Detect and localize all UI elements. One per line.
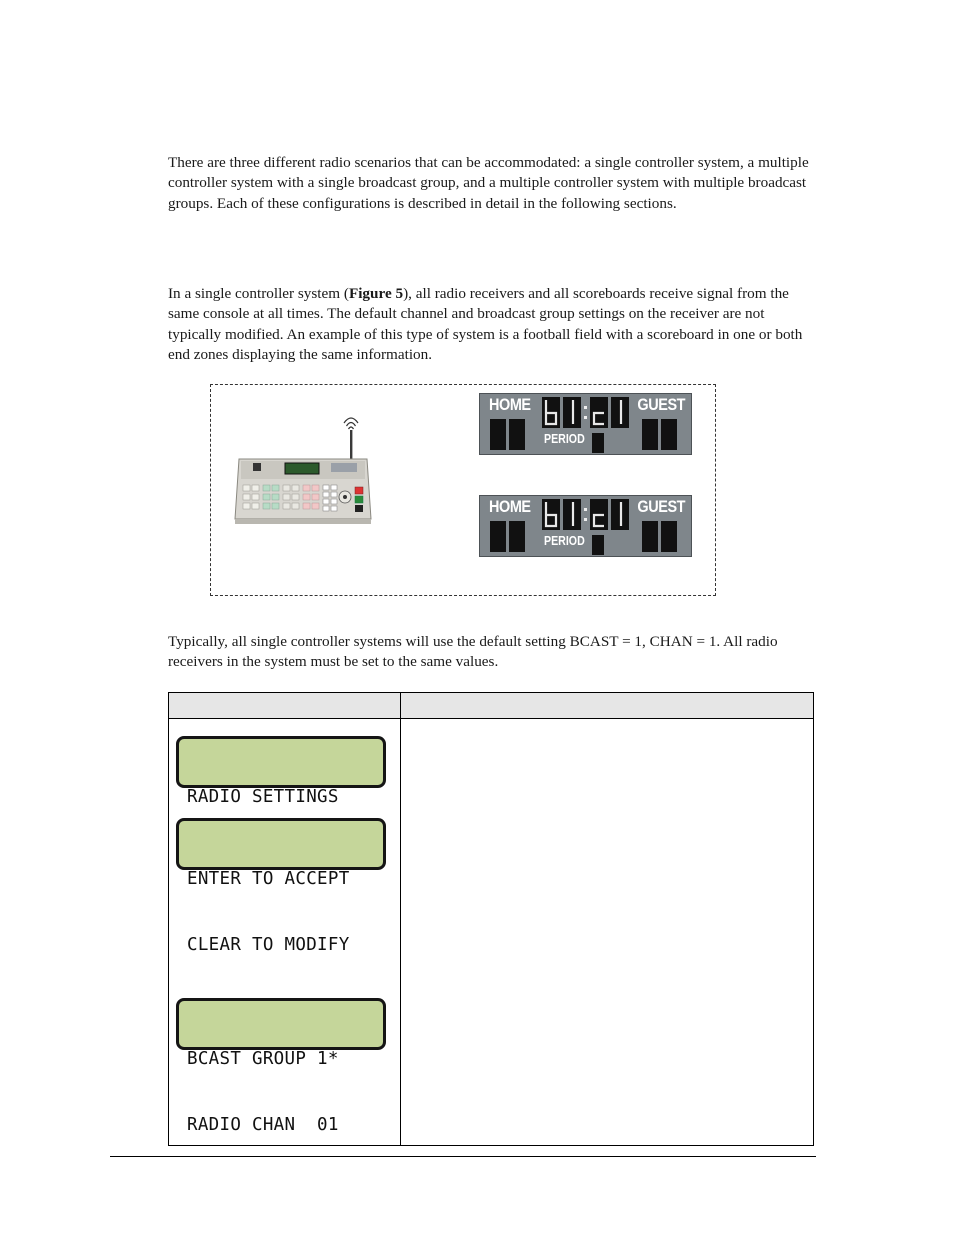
- controller-console-icon: [233, 453, 373, 525]
- guest-score-digit: [642, 521, 658, 552]
- home-score-digit: [509, 419, 525, 450]
- lcd-line: CLEAR TO MODIFY: [187, 935, 350, 955]
- scoreboard-guest-label: GUEST: [637, 497, 685, 516]
- single-controller-text-start: In a single controller system (: [168, 285, 349, 302]
- lcd-display-radio-settings: [176, 736, 386, 807]
- intro-paragraph: There are three different radio scenarios that can be accommodated: a single controller system, a multiple controller system with a single broadcast group, and a multiple controller system with multiple broadcast groups. Each of these configurations is described in detail in the following sections.: [168, 154, 809, 212]
- guest-score-digit: [661, 521, 677, 552]
- lcd-line: RADIO SETTINGS: [187, 787, 339, 807]
- default-settings-paragraph: Typically, all single controller systems will use the default setting BCAST = 1, CHAN = 1. All radio receivers in the system must be set to the same values.: [168, 633, 778, 671]
- table-header-row: [169, 693, 813, 719]
- radio-settings-table: [168, 692, 814, 1146]
- lcd-line: RADIO CHAN 01: [187, 1115, 339, 1135]
- lcd-line: ENTER TO ACCEPT: [187, 869, 350, 889]
- game-clock-display: [542, 499, 630, 530]
- single-controller-paragraph: [168, 284, 813, 365]
- lcd-display-accept-modify: [176, 818, 386, 955]
- single-controller-text-end: ), all radio receivers and all scoreboards receive signal from the same console at all times. The default channel and broadcast group settings on the receiver are not typically modified. An example of this type of system is a football field with a scoreboard in one or both end zones displaying the same information.: [168, 285, 803, 363]
- scoreboard-top: [479, 393, 692, 455]
- scoreboard-home-label: HOME: [489, 395, 531, 414]
- game-clock-display: [542, 397, 630, 428]
- guest-score-digit: [642, 419, 658, 450]
- period-digit: [592, 535, 604, 555]
- lcd-display-bcast-group: [176, 998, 386, 1135]
- scoreboard-period-label: PERIOD: [544, 432, 585, 446]
- radio-antenna-icon: [339, 409, 363, 459]
- scoreboard-period-label: PERIOD: [544, 534, 585, 548]
- home-score-digit: [490, 419, 506, 450]
- home-score-digit: [509, 521, 525, 552]
- figure-reference: Figure 5: [348, 285, 404, 302]
- table-column-divider: [400, 693, 401, 1145]
- lcd-line: BCAST GROUP 1*: [187, 1049, 339, 1069]
- scoreboard-bottom: [479, 495, 692, 557]
- scoreboard-home-label: HOME: [489, 497, 531, 516]
- home-score-digit: [490, 521, 506, 552]
- guest-score-digit: [661, 419, 677, 450]
- period-digit: [592, 433, 604, 453]
- single-controller-figure: [210, 384, 716, 596]
- footer-rule: [110, 1156, 816, 1157]
- scoreboard-guest-label: GUEST: [637, 395, 685, 414]
